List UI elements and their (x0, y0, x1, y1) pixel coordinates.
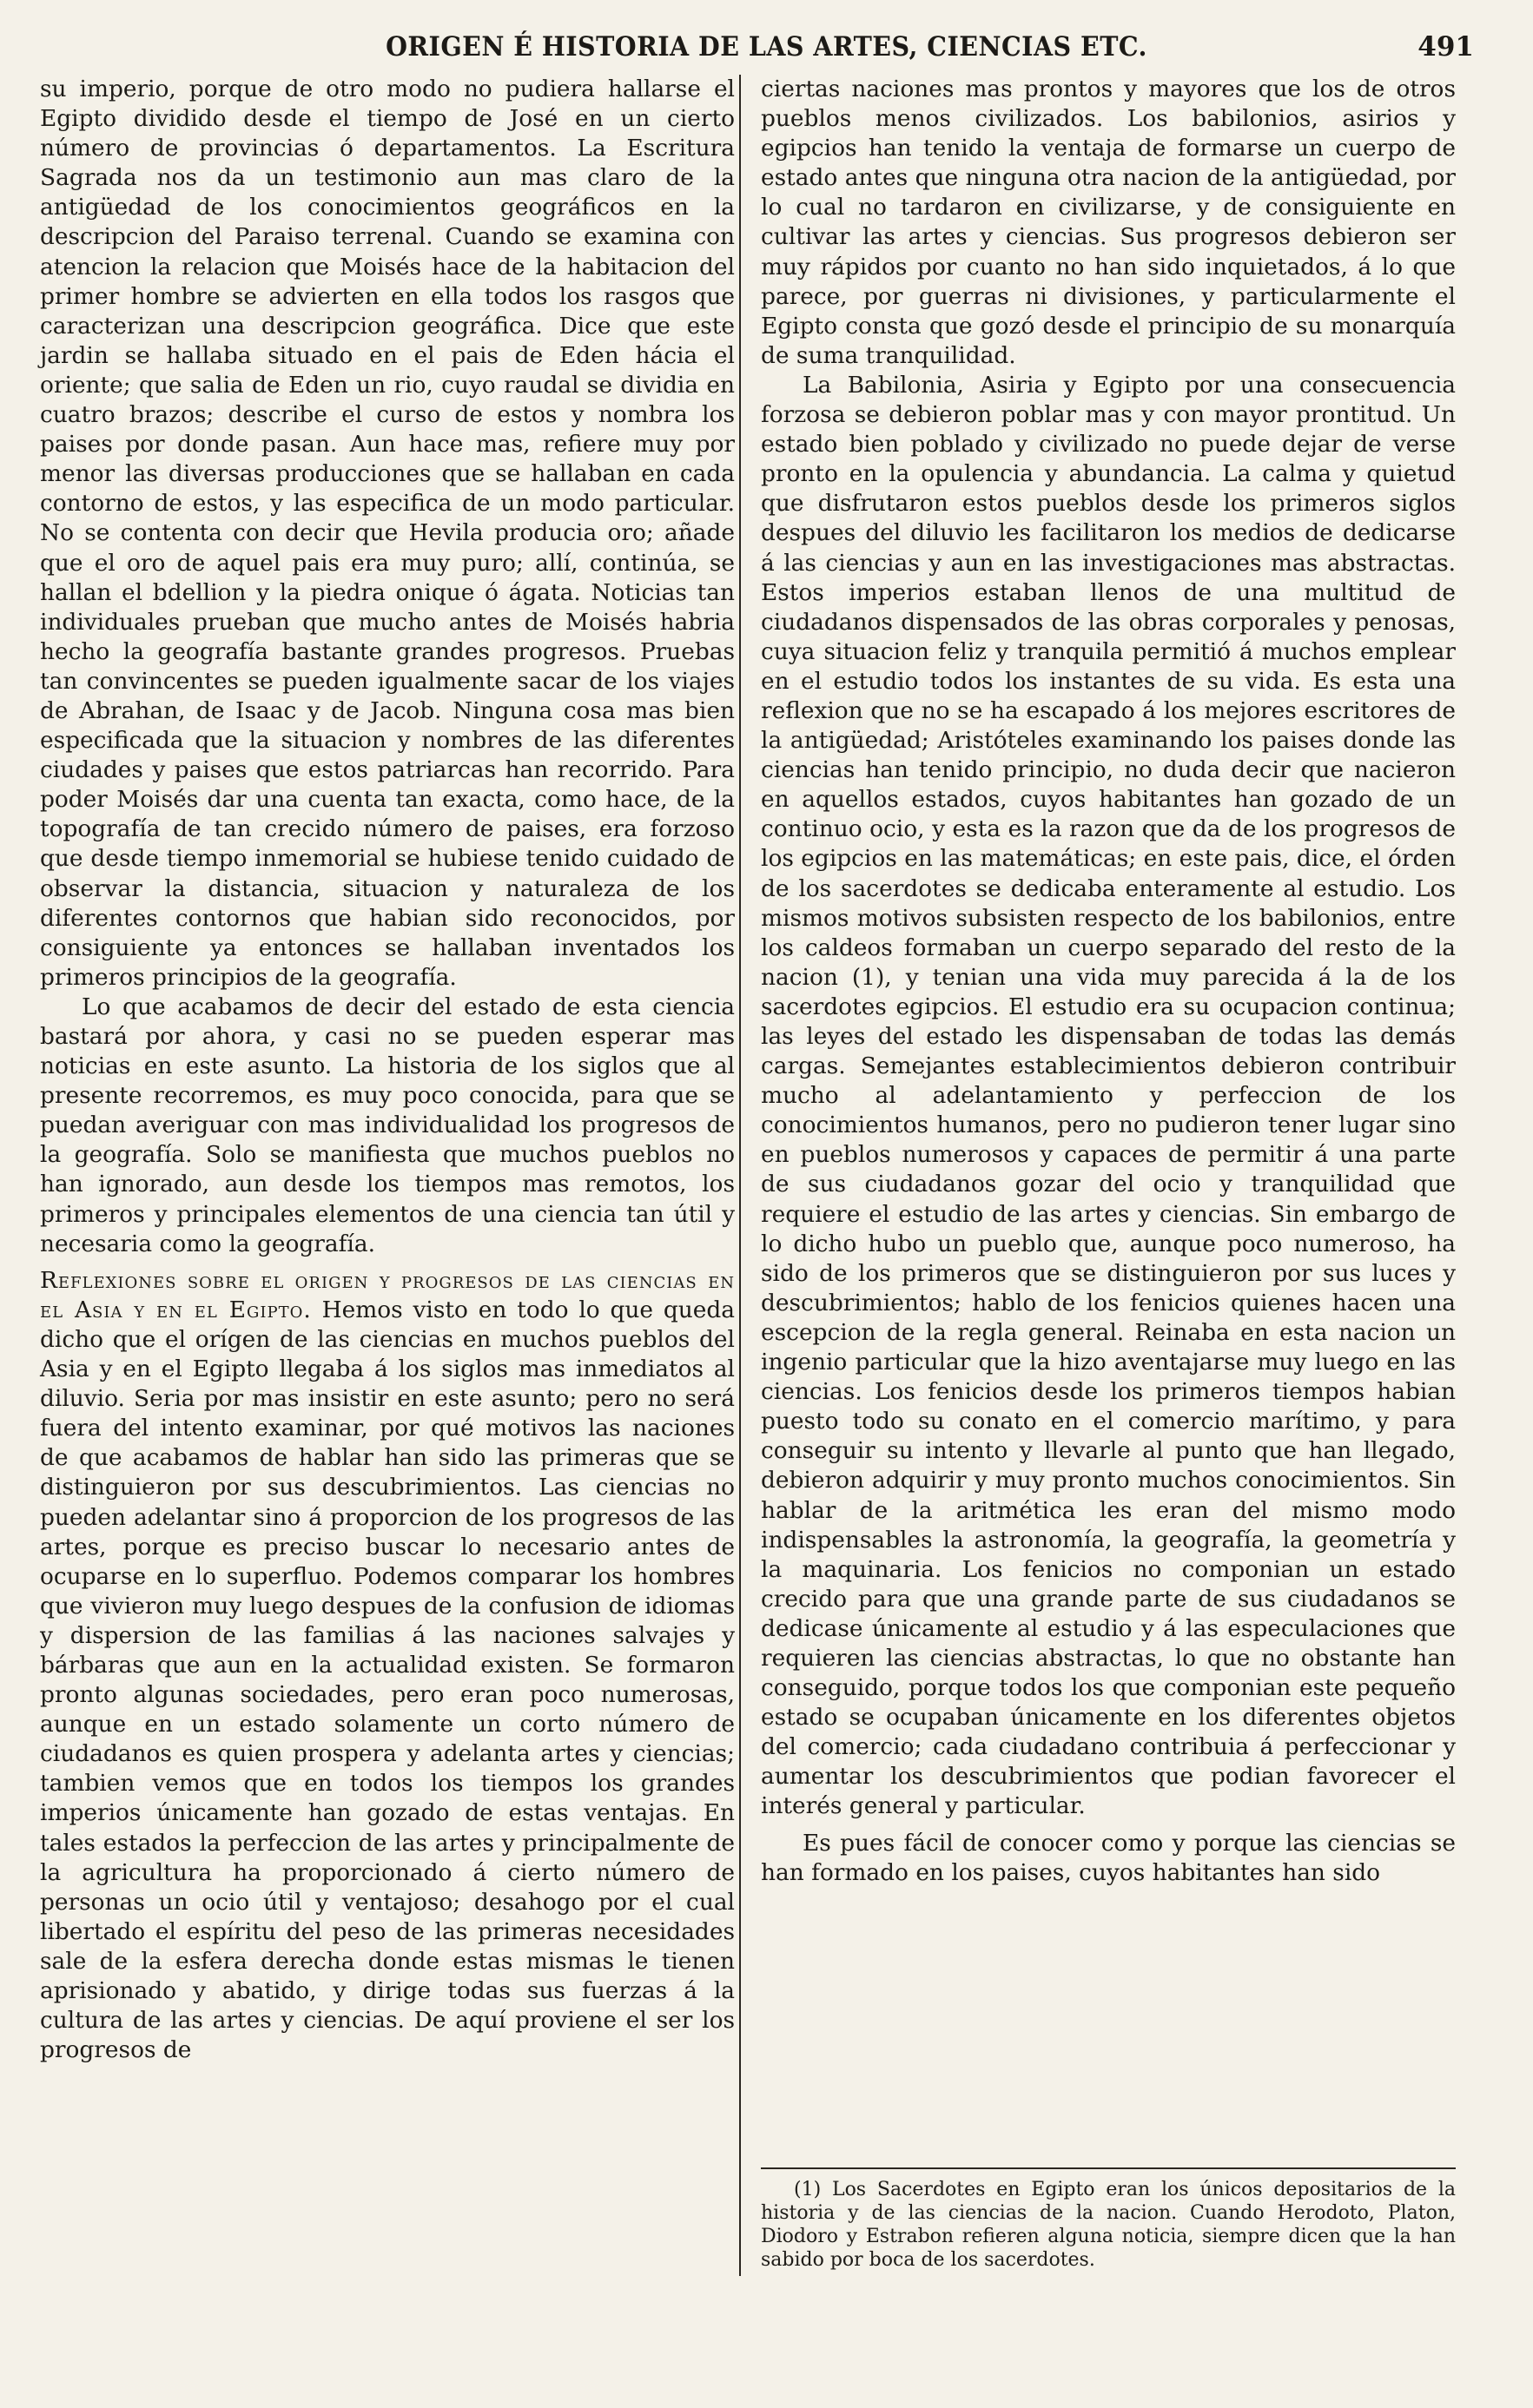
paragraph-babilonia-egipto: La Babilonia, Asiria y Egipto por una consecuencia forzosa se debieron poblar mas y con mayor prontitud. Un estado bien poblado y civilizado no puede dejar de verse pronto en la opulencia y abundancia. La calma y quietud que disfrutaron estos pueblos desde los primeros siglos despues del diluvio les facilitaron los medios de dedicarse á las ciencias y aun en las investigaciones mas abstractas. Estos imperios estaban llenos de una multitud de ciudadanos dispensados de las obras corporales y penosas, cuya situacion feliz y tranquila permitió á muchos emplear en el estudio todos los instantes de su vida. Es esta una reflexion que no se ha escapado á los mejores escritores de la antigüedad; Aristóteles examinando los paises donde las ciencias han tenido principio, no duda decir que nacieron en aquellos estados, cuyos habitantes han gozado de un continuo ocio, y esta es la razon que da de los progresos de los egipcios en las matemáticas; en este pais, dice, el órden de los sacerdotes se dedicaba enteramente al estudio. Los mismos motivos subsisten respecto de los babilonios, entre los caldeos formaban un cuerpo separado del resto de la nacion (1), y tenian una vida muy parecida á la de los sacerdotes egipcios. El estudio era su ocupacion continua; las leyes del estado les dispensaban de todas las demás cargas. Semejantes establecimientos debieron contribuir mucho al adelantamiento y perfeccion de los conocimientos humanos, pero no pudieron tener lugar sino en pueblos numerosos y capaces de permitir á una parte de sus ciudadanos gozar del ocio y tranquilidad que requiere el estudio de las artes y ciencias. Sin embargo de lo dicho hubo un pueblo que, aunque poco numeroso, ha sido de los primeros que se distinguieron por sus luces y descubrimientos; hablo de los fenicios quienes hacen una escepcion de la regla general. Reinaba en esta nacion un ingenio particular que la hizo aventajarse muy luego en las ciencias. Los fenicios desde los primeros tiempos habian puesto todo su conato en el comercio marítimo, y para conseguir su intento y llevarle al punto que han llegado, debieron adquirir y muy pronto muchos conocimientos. Sin hablar de la aritmética les eran del mismo modo indispensables la astronomía, la geografía, la geometría y la maquinaria. Los fenicios no componian un estado crecido para que una grande parte de sus ciudadanos se dedicase únicamente al estudio y á las especulaciones que requieren las ciencias abstractas, lo que no obstante han conseguido, porque todos los que componian este pequeño estado se ocupaban únicamente en los diferentes objetos del comercio; cada ciudadano contribuia á perfeccionar y aumentar los descubrimientos que podian favorecer el interés general y particular. (761, 371, 1456, 1820)
right-column (761, 75, 1456, 1888)
paragraph-civilized-nations: ciertas naciones mas prontos y mayores que los de otros pueblos menos civilizados. Los babilonios, asirios y egipcios han tenido la ventaja de formarse un cuerpo de estado antes que ninguna otra nacion de la antigüedad, por lo cual no tardaron en civilizarse, y de consiguiente en cultivar las artes y ciencias. Sus progresos debieron ser muy rápidos por cuanto no han sido inquietados, á lo que parece, por guerras ni divisiones, y particularmente el Egipto consta que gozó desde el principio de su monarquía de suma tranquilidad. (761, 76, 1456, 369)
section-heading: Reflexiones sobre el origen y progresos de las ciencias en el Asia y en el Egipto. (40, 1266, 735, 1323)
page-title: ORIGEN É HISTORIA DE LAS ARTES, CIENCIAS ETC. (386, 31, 1147, 63)
footnote-text: (1) Los Sacerdotes en Egipto eran los únicos depositarios de la historia y de las ciencias de la nacion. Cuando Herodoto, Platon, Diodoro y Estrabon refieren alguna noticia, siempre dicen que la han sabido por boca de los sacerdotes. (761, 2179, 1456, 2271)
footnote-divider (761, 2167, 1456, 2169)
paragraph-reflexiones-body: Hemos visto en todo lo que queda dicho que el orígen de las ciencias en muchos pueblos del Asia y en el Egipto llegaba á los siglos mas inmediatos al diluvio. Seria por mas insistir en este asunto; pero no será fuera del intento examinar, por qué motivos las naciones de que acabamos de hablar han sido las primeras que se distinguieron por sus descubrimientos. Las ciencias no pueden adelantar sino á proporcion de los progresos de las artes, porque es preciso buscar lo necesario antes de ocuparse en lo superfluo. Podemos comparar los hombres que vivieron muy luego despues de la confusion de idiomas y dispersion de las familias á las naciones salvajes y bárbaras que aun en la actualidad existen. Se formaron pronto algunas sociedades, pero eran poco numerosas, aunque en un estado solamente un corto número de ciudadanos es quien prospera y adelanta artes y ciencias; tambien vemos que en todos los tiempos los grandes imperios únicamente han gozado de estas ventajas. En tales estados la perfeccion de las artes y principalmente de la agricultura ha proporcionado á cierto número de personas un ocio útil y ventajoso; desahogo por el cual libertado el espíritu del peso de las primeras necesidades sale de la esfera derecha donde estas mismas le tienen aprisionado y abatido, y dirige todas sus fuerzas á la cultura de las artes y ciencias. De aquí proviene el ser los progresos de (40, 1296, 736, 2064)
paragraph-geography-scripture: su imperio, porque de otro modo no pudiera hallarse el Egipto dividido desde el tiempo de José en un cierto número de provincias ó departamentos. La Escritura Sagrada nos da un testimonio aun mas claro de la antigüedad de los conocimientos geográficos en la descripcion del Paraiso terrenal. Cuando se examina con atencion la relacion que Moisés hace de la habitacion del primer hombre se advierten en ella todos los rasgos que caracterizan una descripcion geográfica. Dice que este jardin se hallaba situado en el pais de Eden hácia el oriente; que salia de Eden un rio, cuyo raudal se dividia en cuatro brazos; describe el curso de estos y nombra los paises por donde pasan. Aun hace mas, refiere muy por menor las diversas producciones que se hallaban en cada contorno de estos, y las especifica de un modo particular. No se contenta con decir que Hevila producia oro; añade que el oro de aquel pais era muy puro; allí, continúa, se hallan el bdellion y la piedra onique ó ágata. Noticias tan individuales prueban que mucho antes de Moisés habria hecho la geografía bastante grandes progresos. Pruebas tan convincentes se pueden igualmente sacar de los viajes de Abrahan, de Isaac y de Jacob. Ninguna cosa mas bien especificada que la situacion y nombres de las diferentes ciudades y paises que estos patriarcas han recorrido. Para poder Moisés dar una cuenta tan exacta, como hace, de la topografía de tan crecido número de paises, era forzoso que desde tiempo inmemorial se hubiese tenido cuidado de observar la distancia, situacion y naturaleza de los diferentes contornos que habian sido reconocidos, por consiguiente ya entonces se hallaban inventados los primeros principios de la geografía. (40, 76, 735, 991)
page-number: 491 (1417, 31, 1474, 63)
footnote (761, 2178, 1456, 2272)
section-reflexiones (40, 1266, 735, 2066)
paragraph-geography-summary: Lo que acabamos de decir del estado de esta ciencia bastará por ahora, y casi no se pueden esperar mas noticias en este asunto. La historia de los siglos que al presente recorremos, es muy poco conocida, para que se puedan averiguar con mas individualidad los progresos de la geografía. Solo se manifiesta que muchos pueblos no han ignorado, aun desde los tiempos mas remotos, los primeros y principales elementos de una ciencia tan útil y necesaria como la geografía. (40, 993, 735, 1257)
page-header (52, 31, 1481, 69)
paragraph-conclusion: Es pues fácil de conocer como y porque las ciencias se han formado en los paises, cuyos habitantes han sido (761, 1829, 1456, 1886)
left-column (40, 75, 735, 2065)
column-divider (739, 75, 741, 2276)
